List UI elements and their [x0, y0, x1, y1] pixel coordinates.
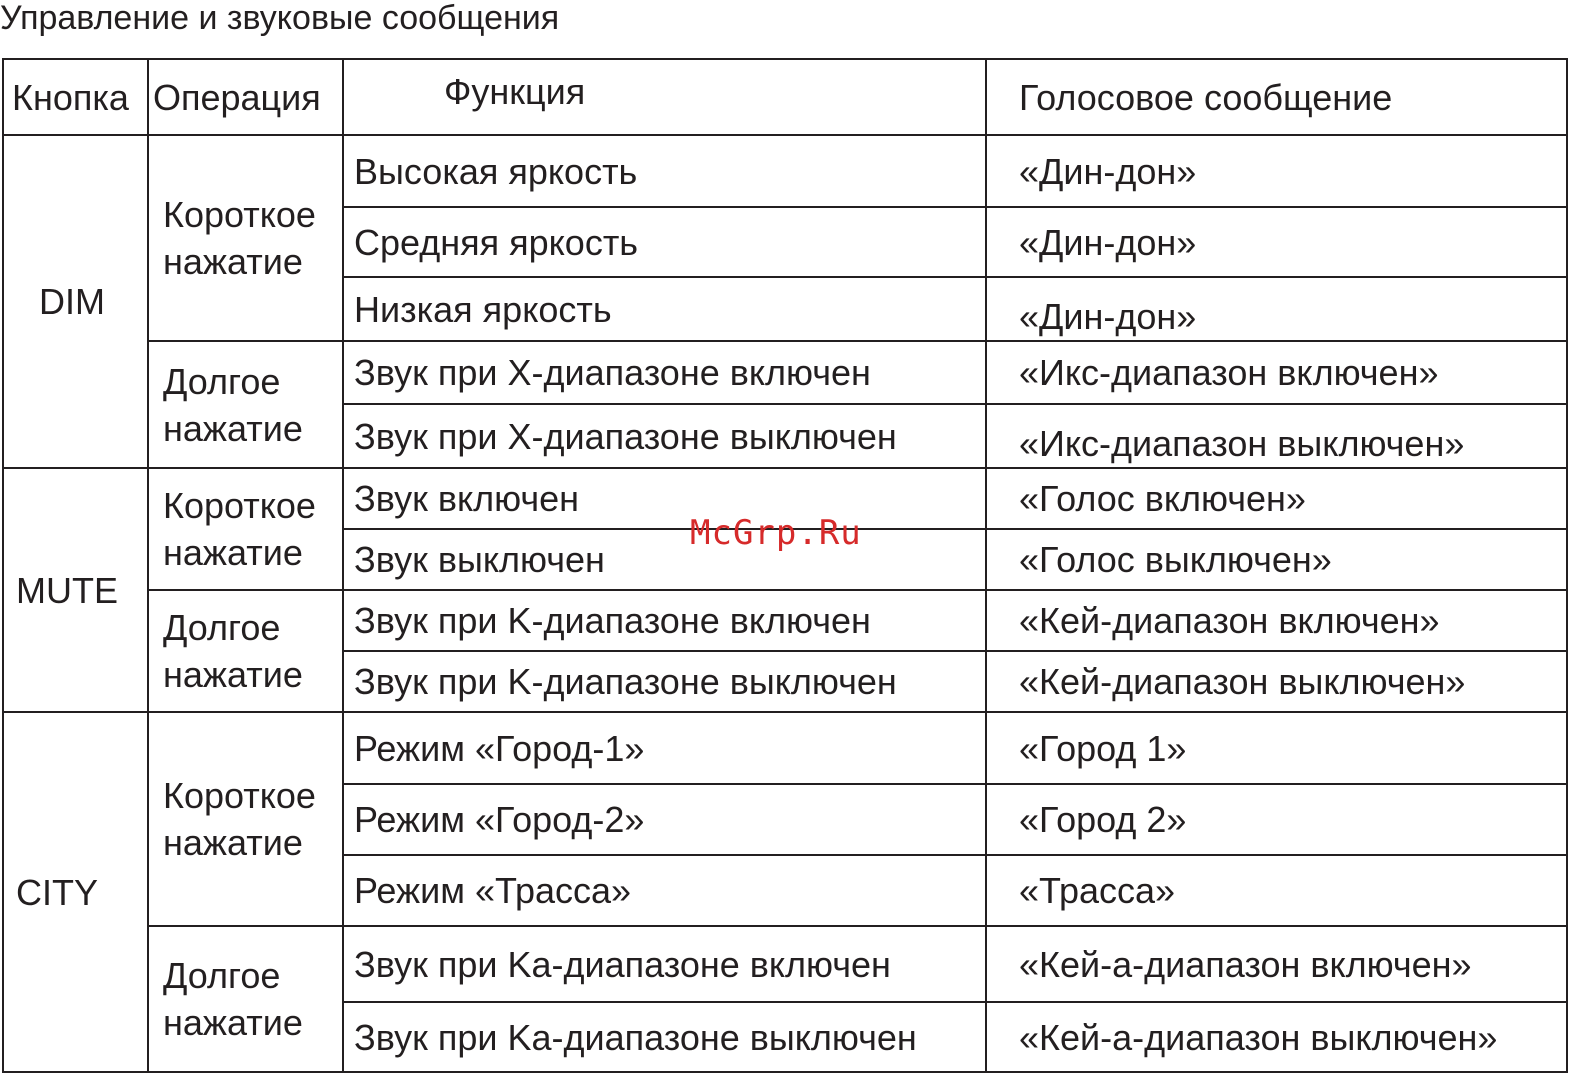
- voice-cell: «Дин-дон»: [986, 135, 1567, 207]
- watermark-text: McGrp.Ru: [690, 513, 862, 553]
- function-cell: Низкая яркость: [343, 277, 986, 341]
- page-title: Управление и звуковые сообщения: [0, 0, 560, 37]
- controls-table: [2, 58, 1568, 1073]
- function-cell: Режим «Город-1»: [343, 712, 986, 784]
- voice-cell: «Город 1»: [986, 712, 1567, 784]
- button-cell-dim: DIM: [3, 135, 148, 468]
- function-cell: Звук при Ka-диапазоне включен: [343, 926, 986, 1002]
- operation-cell: Долгое нажатие: [148, 341, 343, 468]
- table-row: [3, 712, 1567, 784]
- table-row: [3, 590, 1567, 651]
- header-button: Кнопка: [3, 59, 148, 135]
- operation-cell: Короткое нажатие: [148, 135, 343, 341]
- operation-cell: Долгое нажатие: [148, 926, 343, 1072]
- voice-cell: «Икс-диапазон включен»: [986, 341, 1567, 404]
- function-cell: Звук выключен: [343, 529, 986, 590]
- function-cell: Звук при X-диапазоне включен: [343, 341, 986, 404]
- function-cell: Звук при Ka-диапазоне выключен: [343, 1002, 986, 1072]
- function-cell: Средняя яркость: [343, 207, 986, 277]
- operation-cell: Короткое нажатие: [148, 712, 343, 926]
- button-cell-mute: MUTE: [3, 468, 148, 712]
- function-cell: Высокая яркость: [343, 135, 986, 207]
- voice-cell: «Дин-дон»: [986, 207, 1567, 277]
- voice-cell: «Икс-диапазон выключен»: [986, 404, 1567, 468]
- function-cell: Звук включен: [343, 468, 986, 529]
- button-cell-city: CITY: [3, 712, 148, 1072]
- voice-cell: «Город 2»: [986, 784, 1567, 855]
- operation-cell: Короткое нажатие: [148, 468, 343, 590]
- function-cell: Звук при K-диапазоне включен: [343, 590, 986, 651]
- voice-cell: «Голос выключен»: [986, 529, 1567, 590]
- voice-cell: «Кей-а-диапазон выключен»: [986, 1002, 1567, 1072]
- header-operation: Операция: [148, 59, 343, 135]
- voice-cell: «Кей-диапазон выключен»: [986, 651, 1567, 712]
- function-cell: Звук при X-диапазоне выключен: [343, 404, 986, 468]
- voice-cell: «Кей-диапазон включен»: [986, 590, 1567, 651]
- header-voice: Голосовое сообщение: [986, 59, 1567, 135]
- table-row: [3, 135, 1567, 207]
- voice-cell: «Трасса»: [986, 855, 1567, 926]
- function-cell: Звук при K-диапазоне выключен: [343, 651, 986, 712]
- voice-cell: «Дин-дон»: [986, 277, 1567, 341]
- header-row: [3, 59, 1567, 135]
- table-row: [3, 926, 1567, 1002]
- voice-cell: «Кей-а-диапазон включен»: [986, 926, 1567, 1002]
- voice-cell: «Голос включен»: [986, 468, 1567, 529]
- header-function: Функция: [343, 59, 986, 135]
- operation-cell: Долгое нажатие: [148, 590, 343, 712]
- function-cell: Режим «Город-2»: [343, 784, 986, 855]
- function-cell: Режим «Трасса»: [343, 855, 986, 926]
- table-row: [3, 341, 1567, 404]
